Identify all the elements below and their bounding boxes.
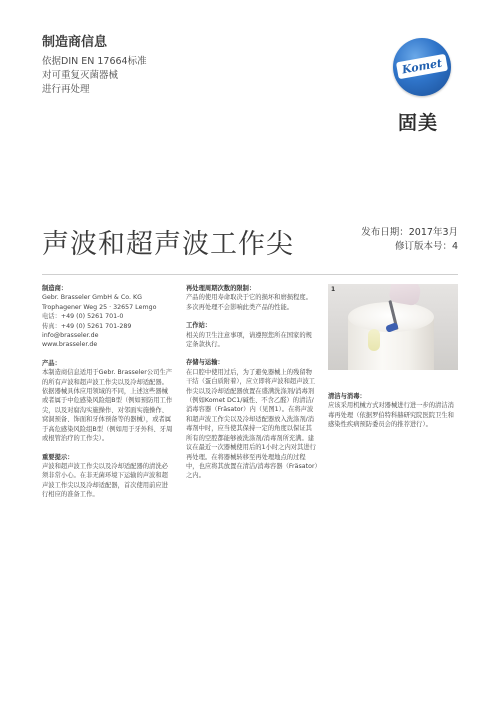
standard-description — [42, 55, 302, 97]
section-divider — [42, 274, 458, 275]
storage-text: 在口腔中使用过后，为了避免器械上的残留物干结（蛋白质附着），应立即将声波和超声波工作尖以及冷却适配器放置在盛满洗涤剂/消毒剂（例如Komet DC1/碱性、不含乙醛）的清洁/消毒容器（Fräsator）内（见图1）。在将声波和超声波工作尖以及冷却适配器放入洗涤剂/消毒剂中时，应当使其保持一定的角度以保证其所有的空腔都能够被洗涤剂/消毒剂所充满。建议在最近一次器械使用后的1小时之内对其进行再处理。在将器械转移至再处理地点的过程中，也应将其放置在清洁/消毒容器（Fräsator）之内。 — [186, 368, 318, 480]
cleaning-heading: 清洁与消毒： — [328, 393, 366, 400]
manufacturer-line: Trophagener Weg 25 · 32657 Lemgo — [42, 303, 157, 311]
figure-1-photo — [328, 284, 458, 370]
standard-line: 进行再处理 — [42, 84, 90, 95]
manufacturer-website: www.brasseler.de — [42, 341, 98, 349]
logo-text: Komet — [400, 56, 444, 77]
document-type-title: 制造商信息 — [42, 35, 108, 50]
cleaning-text: 应该采用机械方式对器械进行进一步的清洁消毒再处理（依据罗伯特科赫研究院医院卫生和感染性疾病预防委员会的推荐进行）。 — [328, 402, 454, 429]
manufacturer-line: 传真：+49 (0) 5261 701-289 — [42, 322, 132, 330]
manufacturer-email: info@brasseler.de — [42, 332, 99, 340]
issue-date: 发布日期：2017年3月 — [361, 227, 458, 238]
komet-logo — [393, 38, 451, 96]
column-manufacturer — [42, 284, 174, 500]
product-text: 本制造商信息适用于Gebr. Brasseler公司生产的所有声波和超声波工作尖以及冷却适配器。依据器械具体应用领域的不同，上述这些器械或者属于中危感染风险组B型（例如预防用工作尖，以及对腐沟实施操作、对邻面实施操作、窝洞预备、饰面和牙体预备等的器械），或者属于高危感染风险组B型（例如用于牙外科、牙周或根管治疗的工作尖）。 — [42, 369, 173, 443]
standard-line: 依据DIN EN 17664标准 — [42, 56, 147, 67]
important-note-heading: 重要提示： — [42, 453, 74, 461]
manufacturer-heading: 制造商： — [42, 285, 68, 292]
column-processing — [186, 284, 318, 481]
standard-line: 对可重复灭菌器械 — [42, 70, 119, 81]
manufacturer-line: Gebr. Brasseler GmbH & Co. KG — [42, 294, 142, 302]
product-heading: 产品： — [42, 359, 61, 367]
storage-heading: 存储与运输： — [186, 359, 224, 367]
page-title: 声波和超声波工作尖 — [42, 229, 294, 260]
figure-number: 1 — [331, 286, 336, 293]
cycle-limit-heading: 再处理周期次数的限制： — [186, 285, 256, 292]
disinfectant-liquid — [368, 329, 380, 351]
brand-name-cn: 固美 — [398, 112, 439, 134]
workplace-text: 相关的卫生注意事项，请遵照您所在国家的规定条款执行。 — [186, 331, 312, 349]
workplace-heading: 工作站： — [186, 322, 212, 330]
logo-band — [396, 54, 448, 79]
cycle-limit-text: 产品的使用寿命取决于它的损坏和磨损程度。多次再处理不会影响此类产品的性能。 — [186, 294, 312, 311]
column-cleaning — [328, 392, 458, 430]
issue-info — [361, 226, 458, 254]
important-note-text: 声波和超声波工作尖以及冷却适配器的清洗必须非常小心。在非无菌环境下运输的声波和超声波工作尖以及冷却适配器，首次使用前应进行相应的准备工作。 — [42, 462, 168, 499]
manufacturer-info-header — [42, 34, 302, 97]
manufacturer-line: 电话：+49 (0) 5261 701-0 — [42, 313, 124, 321]
revision-number: 修订版本号：4 — [394, 241, 458, 252]
